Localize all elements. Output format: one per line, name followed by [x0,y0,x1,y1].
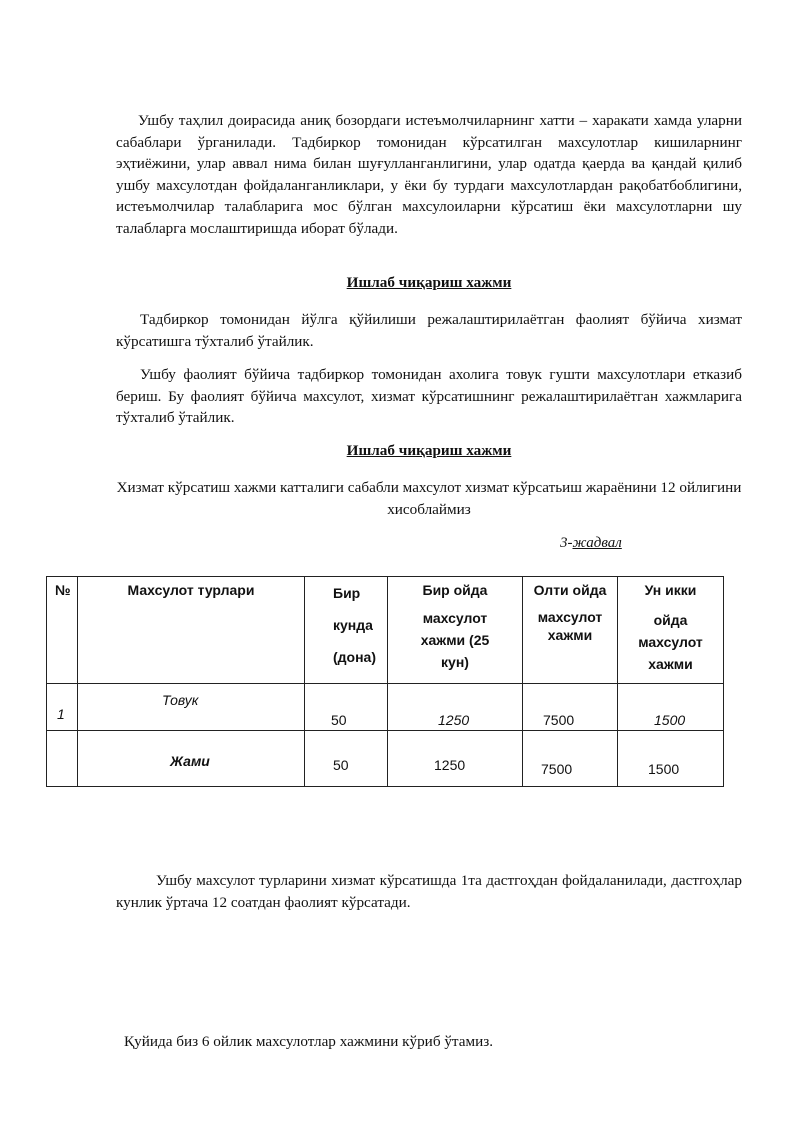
header-product-type: Махсулот турлари [78,577,305,684]
table-header-row [47,577,724,684]
intro-paragraph: Ушбу таҳлил доирасида аниқ бозордаги истеъмолчиларнинг хатти – харакати хамда уларни сабаблари ўрганилади. Тадбиркор томонидан кўрсатилган махсулотлар кишиларнинг эҳтиёжини, улар аввал нима билан шуғулланганлигини, улар одатда қаерда ва қандай қилиб ушбу махсулотдан фойдаланганликлари, у ёки бу турдаги махсулотлардан рақобатбоблигини, истеъмолчилар талабларига мос бўлган махсулоиларни кўрсатиш ёки махсулотларни шу талабларга мослаштиришда иборат бўлади. [116,112,742,237]
table-reference-word: жадвал [572,535,622,551]
table-row [47,684,724,731]
table-total-row [47,731,724,787]
closing-paragraph: Қуйида биз 6 ойлик махсулотлар хажмини кўриб ўтамиз. [124,1033,494,1050]
per-month-cell: 1250 [388,684,523,731]
header-per-day: Бир кунда (дона) [305,577,388,684]
header-six-months: Олти ойда махсулот хажми [523,577,618,684]
service-paragraph: Тадбиркор томонидан йўлга қўйилиши режалаштирилаётган фаолият бўйича хизмат кўрсатишга тўхталиб ўтайлик. [116,311,742,350]
activity-paragraph: Ушбу фаолият бўйича тадбиркор томонидан ахолига товук гушти махсулотлари етказиб бериш. Бу фаолият бўйича махсулот, хизмат кўрсатишнинг режалаштирилаётган хажмларига тўхталиб ўтайлик. [116,366,742,426]
total-per-day-cell: 50 [305,731,388,787]
six-months-cell: 7500 [523,684,618,731]
equipment-paragraph: Ушбу махсулот турларини хизмат кўрсатишда 1та дастгоҳдан фойдаланилади, дастгоҳлар кунлик ўртача 12 соатдан фаолият кўрсатади. [116,872,742,911]
total-per-month-cell: 1250 [388,731,523,787]
header-number: № [47,577,78,684]
total-six-months-cell: 7500 [523,731,618,787]
header-twelve-months: Ун икки ойда махсулот хажми [618,577,724,684]
row-number-cell: 1 [47,684,78,731]
table-reference [560,535,622,552]
header-per-month: Бир ойда махсулот хажми (25 кун) [388,577,523,684]
total-number-cell [47,731,78,787]
section-heading-production-volume-2: Ишлаб чиқариш хажми [346,442,512,459]
section-heading-production-volume: Ишлаб чиқариш хажми [346,274,512,291]
calculation-note: Хизмат кўрсатиш хажми катталиги сабабли махсулот хизмат кўрсатьиш жараёнини 12 ойлигини хисоблаймиз [116,479,742,518]
table-reference-number: 3- [560,535,573,551]
product-type-cell: Товук [78,684,305,731]
production-volume-table [46,576,724,787]
per-day-cell: 50 [305,684,388,731]
total-label-cell: Жами [78,731,305,787]
twelve-months-cell: 1500 [618,684,724,731]
total-twelve-months-cell: 1500 [618,731,724,787]
